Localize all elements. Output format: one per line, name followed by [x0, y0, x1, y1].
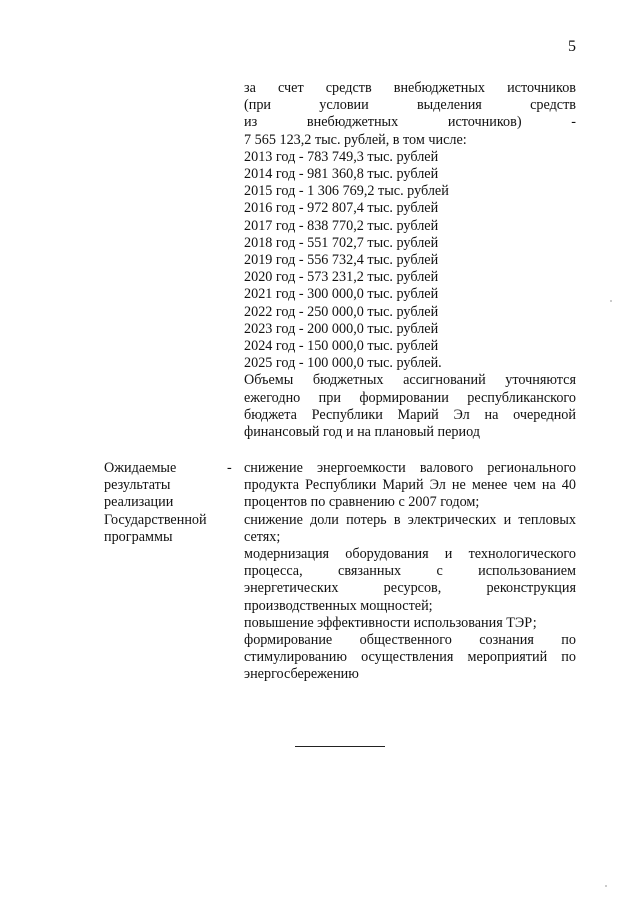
results-label-line: Ожидаемые — [104, 460, 177, 476]
funding-year-row: 2018 год - 551 702,7 тыс. рублей — [244, 234, 439, 251]
page-number: 5 — [568, 38, 576, 55]
results-label-line: реализации — [104, 494, 174, 511]
result-item: формирование общественного сознания по стимулированию осуществления мероприятий по энергосбережению — [244, 632, 576, 683]
results-dash: - — [227, 460, 232, 476]
result-item: повышение эффективности использования ТЭР; — [244, 614, 537, 631]
results-section — [244, 460, 576, 684]
funding-year-row: 2020 год - 573 231,2 тыс. рублей — [244, 269, 439, 286]
funding-total: 7 565 123,2 тыс. рублей, в том числе: — [244, 131, 467, 148]
funding-year-row: 2024 год - 150 000,0 тыс. рублей — [244, 338, 439, 355]
funding-year-row: 2019 год - 556 732,4 тыс. рублей — [244, 252, 439, 269]
results-label — [104, 460, 236, 546]
result-item: модернизация оборудования и технологического процесса, связанных с использованием энергетических ресурсов, реконструкция производственных мощностей; — [244, 546, 576, 614]
funding-intro-line: (при условии выделения средств — [244, 97, 576, 114]
scan-speck — [610, 300, 612, 302]
funding-year-row: 2022 год - 250 000,0 тыс. рублей — [244, 303, 439, 320]
funding-intro-line: за счет средств внебюджетных источников — [244, 80, 576, 96]
scan-speck — [605, 885, 607, 887]
results-label-line: результаты — [104, 477, 171, 494]
results-label-line: программы — [104, 528, 173, 545]
funding-year-row: 2017 год - 838 770,2 тыс. рублей — [244, 217, 439, 234]
results-label-line: Государственной — [104, 511, 207, 528]
funding-note: Объемы бюджетных ассигнований уточняются ежегодно при формировании республиканского бюджета Республики Марий Эл на очередной финансовый год и на плановый период — [244, 372, 576, 441]
funding-section — [244, 80, 576, 441]
footer-rule — [295, 746, 385, 747]
funding-year-row: 2021 год - 300 000,0 тыс. рублей — [244, 286, 439, 303]
funding-intro-line: из внебюджетных источников) - — [244, 114, 576, 131]
result-item: снижение доли потерь в электрических и тепловых сетях; — [244, 511, 576, 545]
funding-year-row: 2015 год - 1 306 769,2 тыс. рублей — [244, 183, 449, 200]
funding-year-row: 2025 год - 100 000,0 тыс. рублей. — [244, 355, 442, 372]
funding-year-row: 2014 год - 981 360,8 тыс. рублей — [244, 166, 439, 183]
funding-year-row: 2023 год - 200 000,0 тыс. рублей — [244, 320, 439, 337]
funding-year-row: 2013 год - 783 749,3 тыс. рублей — [244, 148, 439, 165]
funding-year-row: 2016 год - 972 807,4 тыс. рублей — [244, 200, 439, 217]
result-item: снижение энергоемкости валового регионального продукта Республики Марий Эл не менее чем на 40 процентов по сравнению с 2007 годом; — [244, 460, 576, 511]
